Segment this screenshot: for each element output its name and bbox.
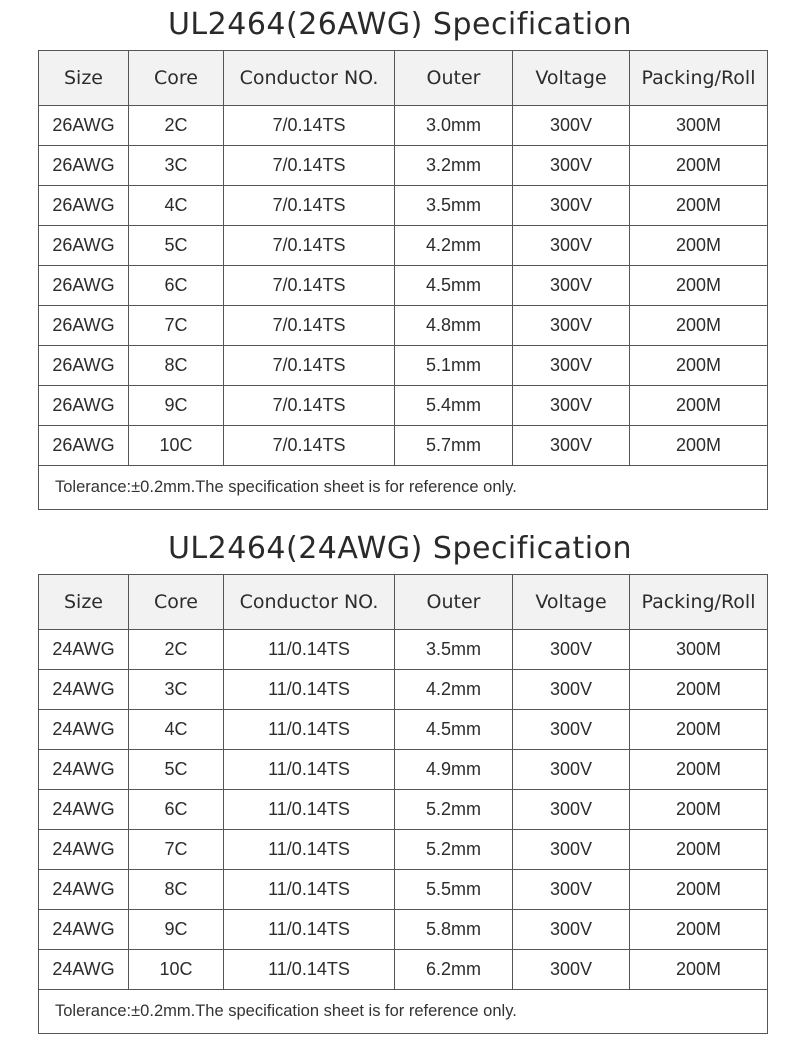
outer-cell: 3.2mm (395, 146, 513, 186)
core-cell: 5C (129, 750, 224, 790)
conductor-cell: 11/0.14TS (224, 670, 395, 710)
core-cell: 10C (129, 426, 224, 466)
size-cell: 24AWG (39, 630, 129, 670)
core-cell: 6C (129, 790, 224, 830)
header-core: Core (129, 575, 224, 630)
voltage-cell: 300V (513, 386, 630, 426)
table-row (39, 750, 768, 790)
conductor-cell: 7/0.14TS (224, 426, 395, 466)
outer-cell: 5.2mm (395, 790, 513, 830)
table-row (39, 106, 768, 146)
spec-table-26awg (38, 50, 768, 510)
header-conductor: Conductor NO. (224, 575, 395, 630)
packing-cell: 300M (630, 630, 768, 670)
size-cell: 24AWG (39, 950, 129, 990)
conductor-cell: 7/0.14TS (224, 146, 395, 186)
packing-cell: 200M (630, 386, 768, 426)
outer-cell: 5.7mm (395, 426, 513, 466)
size-cell: 24AWG (39, 790, 129, 830)
voltage-cell: 300V (513, 186, 630, 226)
outer-cell: 3.5mm (395, 186, 513, 226)
table-row (39, 306, 768, 346)
conductor-cell: 7/0.14TS (224, 106, 395, 146)
packing-cell: 200M (630, 790, 768, 830)
size-cell: 24AWG (39, 710, 129, 750)
header-voltage: Voltage (513, 575, 630, 630)
voltage-cell: 300V (513, 226, 630, 266)
core-cell: 2C (129, 106, 224, 146)
table-row (39, 950, 768, 990)
table-row (39, 146, 768, 186)
header-size: Size (39, 51, 129, 106)
header-packing: Packing/Roll (630, 51, 768, 106)
voltage-cell: 300V (513, 950, 630, 990)
core-cell: 10C (129, 950, 224, 990)
conductor-cell: 11/0.14TS (224, 710, 395, 750)
spec-title-24awg: UL2464(24AWG) Specification (167, 531, 633, 566)
voltage-cell: 300V (513, 670, 630, 710)
voltage-cell: 300V (513, 266, 630, 306)
core-cell: 3C (129, 670, 224, 710)
conductor-cell: 7/0.14TS (224, 386, 395, 426)
size-cell: 26AWG (39, 146, 129, 186)
table-row (39, 266, 768, 306)
voltage-cell: 300V (513, 750, 630, 790)
header-core: Core (129, 51, 224, 106)
packing-cell: 200M (630, 266, 768, 306)
voltage-cell: 300V (513, 870, 630, 910)
table-row (39, 790, 768, 830)
outer-cell: 4.5mm (395, 710, 513, 750)
packing-cell: 200M (630, 670, 768, 710)
outer-cell: 3.5mm (395, 630, 513, 670)
table-row (39, 870, 768, 910)
outer-cell: 4.9mm (395, 750, 513, 790)
header-row (39, 575, 768, 630)
size-cell: 24AWG (39, 750, 129, 790)
size-cell: 26AWG (39, 266, 129, 306)
table-row (39, 710, 768, 750)
packing-cell: 200M (630, 426, 768, 466)
note-row (39, 990, 768, 1034)
table-body (39, 630, 768, 990)
voltage-cell: 300V (513, 426, 630, 466)
tolerance-note: Tolerance:±0.2mm.The specification sheet is for reference only. (39, 466, 768, 510)
core-cell: 7C (129, 306, 224, 346)
outer-cell: 5.2mm (395, 830, 513, 870)
packing-cell: 200M (630, 186, 768, 226)
voltage-cell: 300V (513, 630, 630, 670)
packing-cell: 200M (630, 950, 768, 990)
core-cell: 3C (129, 146, 224, 186)
core-cell: 6C (129, 266, 224, 306)
header-packing: Packing/Roll (630, 575, 768, 630)
voltage-cell: 300V (513, 710, 630, 750)
voltage-cell: 300V (513, 306, 630, 346)
packing-cell: 200M (630, 346, 768, 386)
size-cell: 26AWG (39, 186, 129, 226)
size-cell: 24AWG (39, 670, 129, 710)
table-row (39, 910, 768, 950)
voltage-cell: 300V (513, 106, 630, 146)
outer-cell: 4.2mm (395, 226, 513, 266)
size-cell: 26AWG (39, 386, 129, 426)
header-voltage: Voltage (513, 51, 630, 106)
header-outer: Outer (395, 575, 513, 630)
voltage-cell: 300V (513, 346, 630, 386)
core-cell: 8C (129, 346, 224, 386)
size-cell: 26AWG (39, 306, 129, 346)
outer-cell: 5.4mm (395, 386, 513, 426)
packing-cell: 200M (630, 226, 768, 266)
outer-cell: 6.2mm (395, 950, 513, 990)
voltage-cell: 300V (513, 790, 630, 830)
conductor-cell: 7/0.14TS (224, 186, 395, 226)
table-body (39, 106, 768, 466)
spec-title-26awg: UL2464(26AWG) Specification (167, 7, 633, 42)
tolerance-note: Tolerance:±0.2mm.The specification sheet is for reference only. (39, 990, 768, 1034)
table-row (39, 226, 768, 266)
core-cell: 9C (129, 386, 224, 426)
core-cell: 7C (129, 830, 224, 870)
table-row (39, 830, 768, 870)
conductor-cell: 11/0.14TS (224, 950, 395, 990)
packing-cell: 200M (630, 146, 768, 186)
size-cell: 26AWG (39, 426, 129, 466)
packing-cell: 300M (630, 106, 768, 146)
core-cell: 4C (129, 186, 224, 226)
packing-cell: 200M (630, 910, 768, 950)
size-cell: 26AWG (39, 226, 129, 266)
conductor-cell: 11/0.14TS (224, 790, 395, 830)
outer-cell: 5.5mm (395, 870, 513, 910)
outer-cell: 5.1mm (395, 346, 513, 386)
table-row (39, 670, 768, 710)
outer-cell: 4.2mm (395, 670, 513, 710)
core-cell: 8C (129, 870, 224, 910)
table-header (39, 575, 768, 630)
outer-cell: 4.5mm (395, 266, 513, 306)
packing-cell: 200M (630, 710, 768, 750)
outer-cell: 5.8mm (395, 910, 513, 950)
header-conductor: Conductor NO. (224, 51, 395, 106)
conductor-cell: 7/0.14TS (224, 266, 395, 306)
table-header (39, 51, 768, 106)
packing-cell: 200M (630, 750, 768, 790)
conductor-cell: 11/0.14TS (224, 910, 395, 950)
conductor-cell: 11/0.14TS (224, 830, 395, 870)
voltage-cell: 300V (513, 146, 630, 186)
outer-cell: 4.8mm (395, 306, 513, 346)
conductor-cell: 7/0.14TS (224, 346, 395, 386)
core-cell: 5C (129, 226, 224, 266)
voltage-cell: 300V (513, 830, 630, 870)
size-cell: 24AWG (39, 870, 129, 910)
conductor-cell: 7/0.14TS (224, 226, 395, 266)
table-row (39, 426, 768, 466)
table-row (39, 630, 768, 670)
header-row (39, 51, 768, 106)
size-cell: 24AWG (39, 910, 129, 950)
note-row (39, 466, 768, 510)
conductor-cell: 11/0.14TS (224, 750, 395, 790)
conductor-cell: 11/0.14TS (224, 870, 395, 910)
size-cell: 24AWG (39, 830, 129, 870)
table-row (39, 386, 768, 426)
size-cell: 26AWG (39, 346, 129, 386)
outer-cell: 3.0mm (395, 106, 513, 146)
voltage-cell: 300V (513, 910, 630, 950)
spec-table-24awg (38, 574, 768, 1034)
conductor-cell: 7/0.14TS (224, 306, 395, 346)
header-size: Size (39, 575, 129, 630)
header-outer: Outer (395, 51, 513, 106)
core-cell: 9C (129, 910, 224, 950)
conductor-cell: 11/0.14TS (224, 630, 395, 670)
table-row (39, 186, 768, 226)
core-cell: 2C (129, 630, 224, 670)
packing-cell: 200M (630, 870, 768, 910)
core-cell: 4C (129, 710, 224, 750)
packing-cell: 200M (630, 306, 768, 346)
table-row (39, 346, 768, 386)
size-cell: 26AWG (39, 106, 129, 146)
packing-cell: 200M (630, 830, 768, 870)
